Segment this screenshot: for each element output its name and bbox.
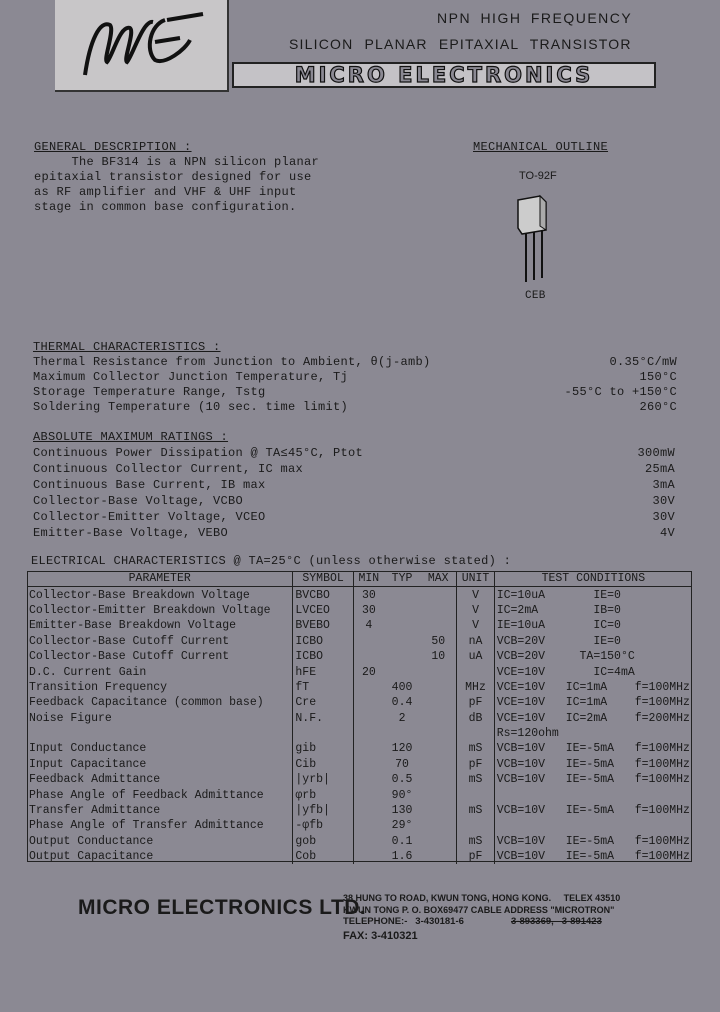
cell-param: Feedback Admittance (29, 773, 161, 787)
cell-unit: mS (457, 834, 494, 849)
cell-param: Input Conductance (29, 742, 147, 756)
cell-param: Feedback Capacitance (common base) (29, 696, 264, 710)
column-header: UNIT (457, 571, 494, 587)
cell-min (353, 634, 384, 649)
cell-cond: VCB=10V IE=-5mA f=100MHz (494, 834, 692, 849)
general-heading: GENERAL DESCRIPTION : (34, 140, 192, 154)
cell-sym: fT (293, 680, 353, 695)
cell-unit: V (457, 587, 494, 603)
general-line: epitaxial transistor designed for use (34, 170, 312, 184)
cell-max (420, 695, 457, 710)
thermal-value: 150°C (639, 370, 677, 384)
column-header: TEST CONDITIONS (494, 571, 692, 587)
electrical-table-body (27, 587, 692, 865)
cell-min (353, 726, 384, 741)
cell-unit: mS (457, 772, 494, 787)
cell-sym: Cib (293, 757, 353, 772)
cell-sym: gib (293, 741, 353, 756)
table-row (27, 803, 692, 818)
general-line: as RF amplifier and VHF & UHF input (34, 185, 297, 199)
cell-typ: 130 (391, 804, 413, 818)
cell-param: Emitter-Base Breakdown Voltage (29, 619, 237, 633)
absolute-value: 4V (659, 526, 675, 540)
package-label: TO-92F (519, 170, 557, 182)
address-line-1: 38 HUNG TO ROAD, KWUN TONG, HONG KONG. TELEX 43510 (343, 893, 621, 903)
column-header: PARAMETER (27, 571, 293, 587)
cell-param: Input Capacitance (29, 757, 147, 771)
cell-param: Phase Angle of Feedback Admittance (29, 788, 264, 802)
table-row (27, 818, 692, 833)
cell-typ: 0.1 (391, 834, 413, 848)
cell-sym: LVCEO (293, 603, 353, 618)
cell-cond: VCB=10V IE=-5mA f=100MHz (494, 772, 692, 787)
cell-unit (457, 787, 494, 802)
cell-param: Collector-Base Breakdown Voltage (29, 588, 250, 602)
cell-min (353, 757, 384, 772)
pin-labels: CEB (525, 290, 546, 302)
cell-sym: BVEBO (293, 618, 353, 633)
absolute-value: 3mA (652, 478, 675, 492)
thermal-value: 260°C (639, 400, 677, 414)
cell-sym: Cob (293, 849, 353, 864)
telephone: TELEPHONE:- 3-430181-6 (343, 916, 464, 927)
thermal-label: Storage Temperature Range, Tstg (33, 385, 266, 399)
cell-max (420, 603, 457, 618)
cell-sym: BVCBO (293, 587, 353, 603)
cell-max (420, 787, 457, 802)
absolute-label: Collector-Emitter Voltage, VCEO (33, 510, 266, 524)
address-line-2: KWUN TONG P. O. BOX69477 CABLE ADDRESS "MICROTRON" (343, 905, 615, 915)
cell-param: Output Conductance (29, 834, 154, 848)
cell-unit: nA (457, 634, 494, 649)
column-header: TYP (384, 571, 420, 587)
cell-min (353, 680, 384, 695)
mechanical-heading: MECHANICAL OUTLINE (473, 140, 609, 154)
cell-max (420, 587, 457, 603)
cell-min (353, 849, 384, 864)
cell-min: 4 (353, 618, 384, 633)
cell-max (420, 711, 457, 726)
cell-cond: VCB=10V IE=-5mA f=100MHz (494, 803, 692, 818)
cell-cond: IE=10uA IC=0 (494, 618, 692, 633)
company-logo (55, 0, 229, 92)
cell-sym: gob (293, 834, 353, 849)
cell-cond: VCE=10V IC=1mA f=100MHz (494, 695, 692, 710)
absolute-label: Emitter-Base Voltage, VEBO (33, 526, 229, 540)
table-row (27, 649, 692, 664)
general-line: The BF314 is a NPN silicon planar (34, 155, 320, 169)
cell-min (353, 787, 384, 802)
table-row (27, 711, 692, 726)
title-line-2: SILICON PLANAR EPITAXIAL TRANSISTOR (289, 36, 632, 52)
table-row (27, 634, 692, 649)
table-row (27, 741, 692, 756)
fax-number: FAX: 3-410321 (343, 930, 418, 942)
cell-cond: VCB=20V IE=0 (494, 634, 692, 649)
table-row (27, 695, 692, 710)
cell-typ: 2 (398, 711, 406, 725)
thermal-heading: THERMAL CHARACTERISTICS : (33, 340, 221, 354)
cell-unit: mS (457, 741, 494, 756)
absolute-label: Continuous Power Dissipation @ TA≤45°C, Ptot (33, 446, 364, 460)
thermal-value: -55°C to +150°C (564, 385, 677, 399)
old-telephone-numbers: 3-893369, 3-891423 (511, 916, 602, 927)
column-header: MAX (420, 571, 457, 587)
cell-param: Noise Figure (29, 711, 112, 725)
cell-typ (384, 603, 420, 618)
cell-cond: IC=2mA IB=0 (494, 603, 692, 618)
cell-max (420, 772, 457, 787)
absolute-value: 30V (652, 510, 675, 524)
cell-min (353, 818, 384, 833)
cell-typ (384, 649, 420, 664)
cell-sym: ICBO (293, 649, 353, 664)
absolute-label: Continuous Base Current, IB max (33, 478, 266, 492)
cell-unit: V (457, 603, 494, 618)
cell-cond (494, 818, 692, 833)
table-row (27, 603, 692, 618)
cell-max (420, 618, 457, 633)
cell-cond: VCE=10V IC=2mA f=200MHz (494, 711, 692, 726)
cell-param: Collector-Base Cutoff Current (29, 650, 230, 664)
cell-typ: 400 (391, 680, 413, 694)
cell-typ: 70 (395, 757, 409, 771)
table-row (27, 726, 692, 741)
absolute-value: 300mW (637, 446, 675, 460)
brand-banner-text: MICRO ELECTRONICS (294, 63, 594, 87)
cell-sym: hFE (293, 664, 353, 679)
cell-unit (457, 726, 494, 741)
table-header-row (27, 571, 692, 587)
table-row (27, 757, 692, 772)
cell-min (353, 711, 384, 726)
cell-min: 20 (353, 664, 384, 679)
table-row (27, 680, 692, 695)
cell-unit (457, 664, 494, 679)
cell-sym: φrb (293, 787, 353, 802)
general-line: stage in common base configuration. (34, 200, 297, 214)
cell-unit: pF (457, 849, 494, 864)
cell-typ: 29° (391, 819, 413, 833)
cell-cond: VCB=10V IE=-5mA f=100MHz (494, 757, 692, 772)
cell-min: 30 (353, 587, 384, 603)
cell-min: 30 (353, 603, 384, 618)
cell-min (353, 803, 384, 818)
cell-max (420, 726, 457, 741)
table-row (27, 834, 692, 849)
cell-max (420, 757, 457, 772)
cell-param: Collector-Base Cutoff Current (29, 634, 230, 648)
cell-max: 10 (431, 650, 446, 664)
title-line-1: NPN HIGH FREQUENCY (437, 10, 633, 26)
table-row (27, 587, 692, 603)
column-header: SYMBOL (293, 571, 353, 587)
thermal-label: Maximum Collector Junction Temperature, Tj (33, 370, 349, 384)
table-row (27, 787, 692, 802)
table-row (27, 772, 692, 787)
cell-unit: mS (457, 803, 494, 818)
cell-unit: pF (457, 757, 494, 772)
cell-unit: V (457, 618, 494, 633)
absolute-value: 30V (652, 494, 675, 508)
cell-unit (457, 818, 494, 833)
cell-sym (293, 726, 353, 741)
table-row (27, 664, 692, 679)
cell-param: Output Capacitance (29, 850, 154, 864)
cell-max (420, 849, 457, 864)
cell-sym: N.F. (293, 711, 353, 726)
cell-param: Phase Angle of Transfer Admittance (29, 819, 264, 833)
cell-sym: ICBO (293, 634, 353, 649)
cell-typ (384, 664, 420, 679)
cell-sym: |yrb| (293, 772, 353, 787)
cell-sym: |yfb| (293, 803, 353, 818)
cell-min (353, 772, 384, 787)
cell-param: Transition Frequency (29, 680, 168, 694)
absolute-heading: ABSOLUTE MAXIMUM RATINGS : (33, 430, 229, 444)
electrical-heading: ELECTRICAL CHARACTERISTICS @ TA=25°C (unless otherwise stated) : (31, 554, 512, 568)
cell-typ: 0.5 (391, 773, 413, 787)
cell-unit: uA (457, 649, 494, 664)
cell-cond: Rs=120ohm (494, 726, 692, 741)
company-name: MICRO ELECTRONICS LTD. (78, 896, 367, 919)
cell-cond (494, 787, 692, 802)
cell-param: Transfer Admittance (29, 804, 161, 818)
cell-typ: 0.4 (391, 696, 413, 710)
cell-min (353, 695, 384, 710)
cell-cond: VCE=10V IC=4mA (494, 664, 692, 679)
cell-sym: Cre (293, 695, 353, 710)
cell-max: 50 (431, 634, 446, 648)
cell-min (353, 649, 384, 664)
cell-typ: 1.6 (391, 850, 413, 864)
cell-unit: MHz (457, 680, 494, 695)
cell-cond: IC=10uA IE=0 (494, 587, 692, 603)
cell-unit: dB (457, 711, 494, 726)
cell-param: Collector-Emitter Breakdown Voltage (29, 603, 271, 617)
cell-param (27, 726, 293, 741)
table-row (27, 618, 692, 633)
table-row (27, 849, 692, 864)
column-header: MIN (353, 571, 384, 587)
electrical-table (27, 571, 692, 864)
brand-banner (232, 62, 656, 88)
cell-max (420, 664, 457, 679)
cell-max (420, 818, 457, 833)
cell-typ (384, 618, 420, 633)
cell-cond: VCE=10V IC=1mA f=100MHz (494, 680, 692, 695)
cell-typ (384, 587, 420, 603)
cell-typ: 90° (391, 788, 413, 802)
cell-cond: VCB=10V IE=-5mA f=100MHz (494, 849, 692, 864)
cell-min (353, 834, 384, 849)
cell-typ (384, 726, 420, 741)
cell-typ (384, 634, 420, 649)
absolute-value: 25mA (644, 462, 675, 476)
thermal-label: Soldering Temperature (10 sec. time limit) (33, 400, 349, 414)
cell-cond: VCB=20V TA=150°C (494, 649, 692, 664)
cell-max (420, 741, 457, 756)
cell-cond: VCB=10V IE=-5mA f=100MHz (494, 741, 692, 756)
cell-max (420, 680, 457, 695)
to92-package-icon (510, 190, 560, 294)
thermal-value: 0.35°C/mW (609, 355, 677, 369)
cell-unit: pF (457, 695, 494, 710)
cell-typ: 120 (391, 742, 413, 756)
cell-max (420, 803, 457, 818)
cell-sym: -φfb (293, 818, 353, 833)
cell-max (420, 834, 457, 849)
absolute-label: Collector-Base Voltage, VCBO (33, 494, 244, 508)
cell-min (353, 741, 384, 756)
cell-param: D.C. Current Gain (29, 665, 147, 679)
thermal-label: Thermal Resistance from Junction to Ambient, θ(j-amb) (33, 355, 431, 369)
absolute-label: Continuous Collector Current, IC max (33, 462, 304, 476)
